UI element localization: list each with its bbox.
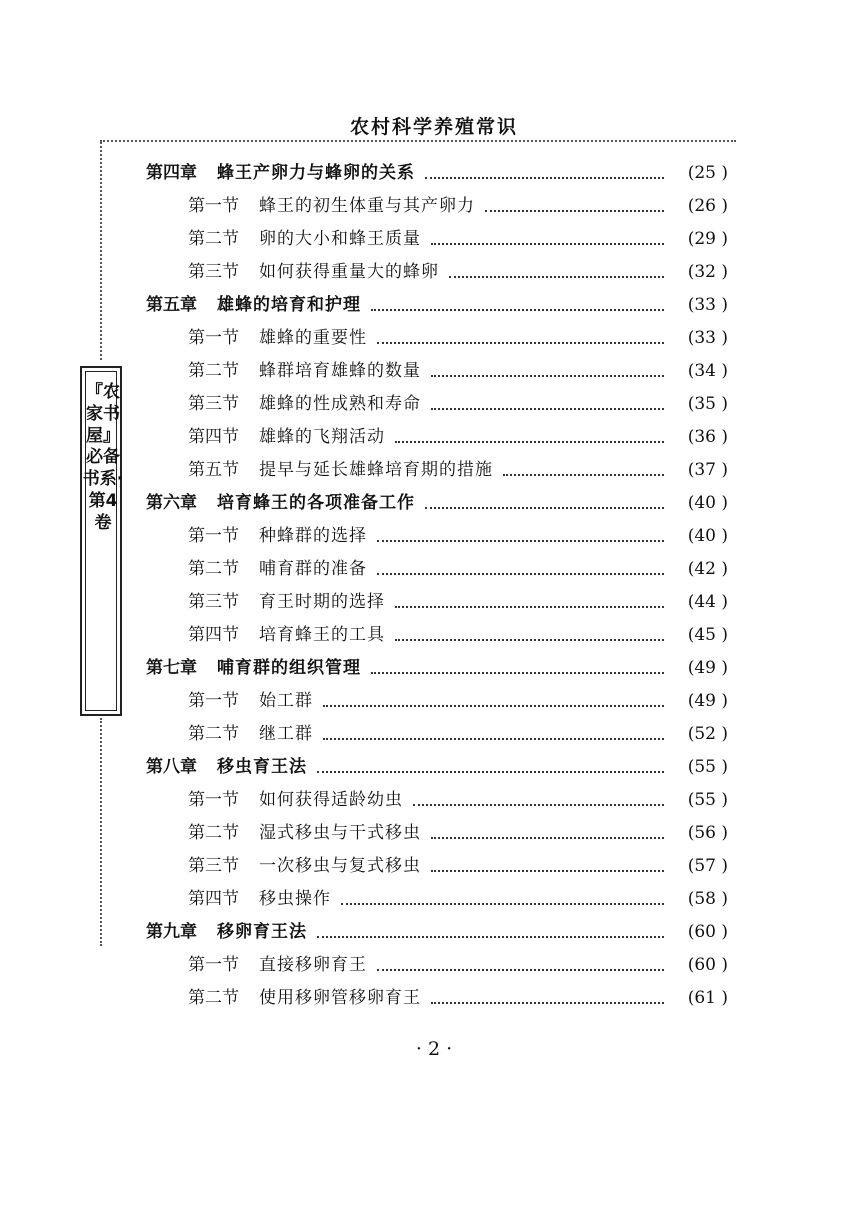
toc-dot-leader xyxy=(425,175,664,179)
toc-section-row[interactable] xyxy=(146,850,728,883)
toc-section-row[interactable] xyxy=(146,685,728,718)
toc-entry-number: 第九章 xyxy=(146,922,197,942)
toc-section-row[interactable] xyxy=(146,553,728,586)
side-dotted-rule-top xyxy=(100,142,102,360)
toc-dot-leader xyxy=(395,637,664,641)
toc-entry-page: (61 ) xyxy=(687,988,728,1008)
table-of-contents xyxy=(146,157,728,1015)
toc-dot-leader xyxy=(371,670,664,674)
toc-section-row[interactable] xyxy=(146,421,728,454)
toc-dot-leader xyxy=(341,901,664,905)
toc-entry-page: (57 ) xyxy=(687,856,728,876)
toc-entry-number: 第二节 xyxy=(188,724,239,744)
toc-entry-title: 培育蜂王的各项准备工作 xyxy=(217,493,415,513)
toc-entry-number: 第四节 xyxy=(188,625,239,645)
toc-entry-page: (32 ) xyxy=(687,262,728,282)
toc-entry-number: 第一节 xyxy=(188,526,239,546)
series-label-box xyxy=(80,366,122,716)
toc-entry-title: 雄蜂的性成熟和寿命 xyxy=(259,394,421,414)
toc-section-row[interactable] xyxy=(146,817,728,850)
toc-entry-title: 雄蜂的重要性 xyxy=(259,328,367,348)
page-number: · 2 · xyxy=(415,1038,453,1060)
toc-entry-number: 第一节 xyxy=(188,955,239,975)
toc-entry-number: 第二节 xyxy=(188,229,239,249)
toc-entry-number: 第二节 xyxy=(188,988,239,1008)
toc-chapter-row[interactable] xyxy=(146,916,728,949)
toc-entry-title: 如何获得重量大的蜂卵 xyxy=(259,262,439,282)
toc-section-row[interactable] xyxy=(146,784,728,817)
toc-entry-title: 哺育群的组织管理 xyxy=(217,658,361,678)
toc-dot-leader xyxy=(431,373,664,377)
toc-dot-leader xyxy=(503,472,664,476)
toc-entry-title: 始工群 xyxy=(259,691,313,711)
toc-section-row[interactable] xyxy=(146,520,728,553)
toc-entry-page: (60 ) xyxy=(687,922,728,942)
toc-entry-page: (34 ) xyxy=(687,361,728,381)
toc-dot-leader xyxy=(485,208,664,212)
toc-entry-page: (36 ) xyxy=(687,427,728,447)
toc-entry-page: (55 ) xyxy=(687,757,728,777)
toc-section-row[interactable] xyxy=(146,982,728,1015)
toc-entry-title: 提早与延长雄蜂培育期的措施 xyxy=(259,460,493,480)
toc-entry-title: 雄蜂的培育和护理 xyxy=(217,295,361,315)
toc-entry-page: (45 ) xyxy=(687,625,728,645)
toc-section-row[interactable] xyxy=(146,322,728,355)
toc-entry-page: (58 ) xyxy=(687,889,728,909)
toc-section-row[interactable] xyxy=(146,256,728,289)
toc-dot-leader xyxy=(431,241,664,245)
toc-entry-title: 继工群 xyxy=(259,724,313,744)
toc-dot-leader xyxy=(431,868,664,872)
toc-chapter-row[interactable] xyxy=(146,487,728,520)
toc-section-row[interactable] xyxy=(146,718,728,751)
toc-entry-number: 第三节 xyxy=(188,394,239,414)
toc-dot-leader xyxy=(431,1000,664,1004)
toc-dot-leader xyxy=(377,571,664,575)
side-dotted-rule-bottom xyxy=(100,718,102,946)
toc-section-row[interactable] xyxy=(146,190,728,223)
toc-entry-page: (33 ) xyxy=(687,328,728,348)
toc-dot-leader xyxy=(323,703,664,707)
toc-entry-number: 第二节 xyxy=(188,559,239,579)
toc-entry-number: 第四节 xyxy=(188,427,239,447)
toc-section-row[interactable] xyxy=(146,223,728,256)
series-label-text: 『农家书屋』必备书系·第4卷 xyxy=(82,382,124,533)
toc-dot-leader xyxy=(377,340,664,344)
toc-entry-number: 第一节 xyxy=(188,790,239,810)
toc-dot-leader xyxy=(449,274,664,278)
toc-dot-leader xyxy=(323,736,664,740)
toc-entry-page: (49 ) xyxy=(687,658,728,678)
toc-entry-title: 种蜂群的选择 xyxy=(259,526,367,546)
toc-dot-leader xyxy=(395,604,664,608)
toc-entry-title: 卵的大小和蜂王质量 xyxy=(259,229,421,249)
toc-chapter-row[interactable] xyxy=(146,751,728,784)
toc-entry-page: (49 ) xyxy=(687,691,728,711)
toc-entry-title: 蜂群培育雄蜂的数量 xyxy=(259,361,421,381)
toc-entry-title: 雄蜂的飞翔活动 xyxy=(259,427,385,447)
toc-entry-title: 湿式移虫与干式移虫 xyxy=(259,823,421,843)
toc-entry-number: 第二节 xyxy=(188,823,239,843)
toc-entry-page: (44 ) xyxy=(687,592,728,612)
toc-entry-number: 第一节 xyxy=(188,196,239,216)
toc-entry-page: (55 ) xyxy=(687,790,728,810)
toc-entry-number: 第二节 xyxy=(188,361,239,381)
toc-dot-leader xyxy=(395,439,664,443)
toc-section-row[interactable] xyxy=(146,949,728,982)
toc-entry-page: (56 ) xyxy=(687,823,728,843)
toc-entry-number: 第一节 xyxy=(188,691,239,711)
toc-entry-page: (25 ) xyxy=(687,163,728,183)
toc-entry-title: 蜂王产卵力与蜂卵的关系 xyxy=(217,163,415,183)
toc-entry-page: (42 ) xyxy=(687,559,728,579)
toc-entry-number: 第八章 xyxy=(146,757,197,777)
toc-dot-leader xyxy=(413,802,664,806)
toc-chapter-row[interactable] xyxy=(146,652,728,685)
toc-entry-page: (40 ) xyxy=(687,493,728,513)
toc-entry-number: 第一节 xyxy=(188,328,239,348)
toc-section-row[interactable] xyxy=(146,388,728,421)
toc-dot-leader xyxy=(317,934,664,938)
toc-entry-title: 移虫操作 xyxy=(259,889,331,909)
toc-entry-number: 第五章 xyxy=(146,295,197,315)
toc-dot-leader xyxy=(425,505,664,509)
toc-entry-title: 移虫育王法 xyxy=(217,757,307,777)
toc-entry-number: 第三节 xyxy=(188,856,239,876)
toc-entry-page: (29 ) xyxy=(687,229,728,249)
toc-section-row[interactable] xyxy=(146,883,728,916)
toc-entry-title: 直接移卵育王 xyxy=(259,955,367,975)
toc-entry-number: 第三节 xyxy=(188,592,239,612)
toc-entry-number: 第四节 xyxy=(188,889,239,909)
toc-entry-page: (52 ) xyxy=(687,724,728,744)
toc-entry-title: 使用移卵管移卵育王 xyxy=(259,988,421,1008)
toc-section-row[interactable] xyxy=(146,454,728,487)
toc-entry-page: (37 ) xyxy=(687,460,728,480)
toc-dot-leader xyxy=(371,307,664,311)
toc-entry-title: 如何获得适龄幼虫 xyxy=(259,790,403,810)
toc-entry-number: 第三节 xyxy=(188,262,239,282)
toc-dot-leader xyxy=(431,835,664,839)
toc-entry-title: 培育蜂王的工具 xyxy=(259,625,385,645)
toc-entry-title: 哺育群的准备 xyxy=(259,559,367,579)
toc-entry-number: 第七章 xyxy=(146,658,197,678)
toc-entry-title: 移卵育王法 xyxy=(217,922,307,942)
toc-chapter-row[interactable] xyxy=(146,157,728,190)
toc-entry-title: 一次移虫与复式移虫 xyxy=(259,856,421,876)
toc-entry-page: (35 ) xyxy=(687,394,728,414)
toc-dot-leader xyxy=(377,538,664,542)
toc-entry-page: (26 ) xyxy=(687,196,728,216)
toc-section-row[interactable] xyxy=(146,619,728,652)
toc-section-row[interactable] xyxy=(146,586,728,619)
toc-entry-number: 第六章 xyxy=(146,493,197,513)
toc-dot-leader xyxy=(377,967,664,971)
toc-entry-page: (60 ) xyxy=(687,955,728,975)
page-header-title: 农村科学养殖常识 xyxy=(349,116,518,138)
toc-entry-number: 第五节 xyxy=(188,460,239,480)
toc-chapter-row[interactable] xyxy=(146,289,728,322)
toc-entry-title: 育王时期的选择 xyxy=(259,592,385,612)
toc-dot-leader xyxy=(431,406,664,410)
toc-section-row[interactable] xyxy=(146,355,728,388)
toc-entry-page: (33 ) xyxy=(687,295,728,315)
header-dotted-rule xyxy=(100,140,736,142)
toc-dot-leader xyxy=(317,769,664,773)
toc-entry-title: 蜂王的初生体重与其产卵力 xyxy=(259,196,475,216)
toc-entry-page: (40 ) xyxy=(687,526,728,546)
toc-entry-number: 第四章 xyxy=(146,163,197,183)
